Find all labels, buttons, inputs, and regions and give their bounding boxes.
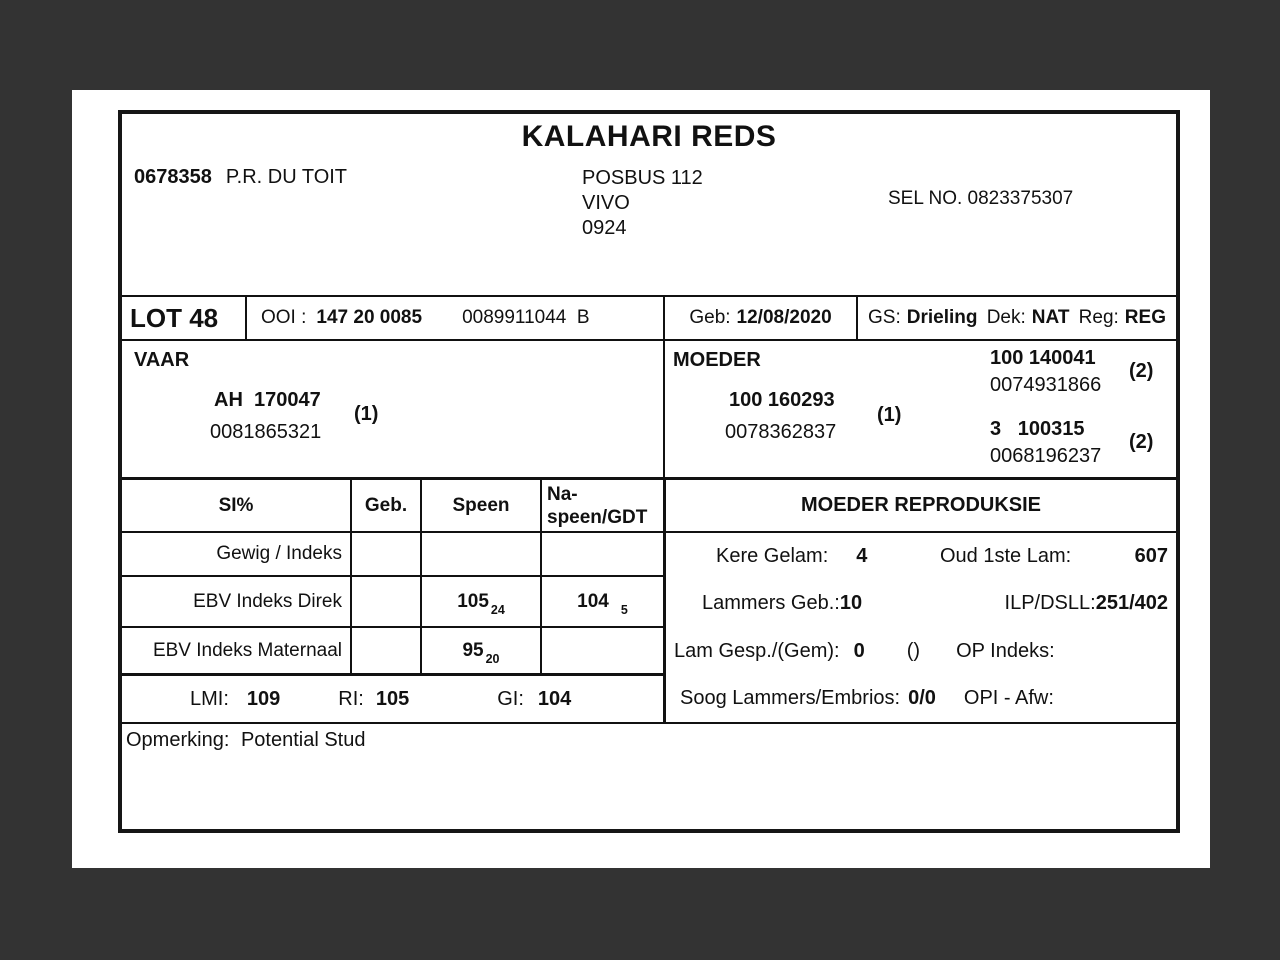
granddam-sire-registration: 0074931866 xyxy=(990,374,1102,396)
sire-cell xyxy=(122,341,663,477)
gs-group xyxy=(868,307,977,329)
direk-speen-accuracy: 24 xyxy=(490,602,505,617)
row-label: Gewig / Indeks xyxy=(216,543,342,564)
gi-value: 104 xyxy=(537,687,572,710)
gewig-naspeen-value xyxy=(540,533,663,575)
dam-cell xyxy=(663,341,1176,477)
gs-value: Drieling xyxy=(906,307,978,328)
lot-info-row xyxy=(122,295,1176,341)
op-indeks-label: OP Indeks: xyxy=(956,639,1055,662)
performance-section xyxy=(122,477,1176,722)
address-line-2: VIVO xyxy=(582,192,630,214)
repro-row-2 xyxy=(666,580,1176,627)
gi-label: GI: xyxy=(497,687,524,710)
row-label: EBV Indeks Maternaal xyxy=(152,639,342,661)
geb-label: Geb: xyxy=(689,307,731,328)
kere-gelam-value: 4 xyxy=(856,545,868,568)
dek-value: NAT xyxy=(1031,307,1070,328)
lammers-geb-group xyxy=(702,592,862,615)
direk-naspeen-cell xyxy=(540,577,663,626)
dek-label: Dek: xyxy=(986,307,1026,328)
ilp-dsll-group xyxy=(1005,592,1168,615)
dek-group xyxy=(987,307,1070,329)
breeder-name: P.R. DU TOIT xyxy=(225,166,348,188)
lammers-geb-value: 10 xyxy=(839,592,863,615)
reg-label: Reg: xyxy=(1078,307,1119,328)
kere-gelam-group xyxy=(716,545,867,568)
card-header xyxy=(122,114,1176,295)
maternaal-speen-value: 95 xyxy=(462,639,484,661)
birth-date: 12/08/2020 xyxy=(736,307,832,328)
speen-col-header: Speen xyxy=(420,480,540,531)
naspeen-col-header: Na-speen/GDT xyxy=(540,480,663,531)
dam-heading: MOEDER xyxy=(673,349,761,371)
remarks-label: Opmerking: xyxy=(126,729,230,751)
gs-label: GS: xyxy=(868,307,901,328)
ooi-registration: 0089911044 B xyxy=(462,307,590,328)
si-col-header: SI% xyxy=(218,494,254,516)
ooi-label: OOI : xyxy=(261,307,307,328)
lam-gesp-value: 0 xyxy=(853,639,865,662)
reg-group xyxy=(1079,307,1166,329)
lam-gesp-gem: () xyxy=(906,639,921,662)
granddam-dam-generation: (2) xyxy=(1129,431,1154,453)
ooi-id: 147 20 0085 xyxy=(316,307,423,328)
lmi-value: 109 xyxy=(246,687,281,710)
geb-col-header: Geb. xyxy=(350,480,420,531)
ilp-dsll-value: 251/402 xyxy=(1095,592,1168,615)
gewig-speen-value xyxy=(420,533,540,575)
ewe-id-cell xyxy=(245,297,663,339)
row-label: EBV Indeks Direk xyxy=(193,590,342,612)
ilp-dsll-label: ILP/DSLL: xyxy=(1004,592,1096,615)
soog-label: Soog Lammers/Embrios: xyxy=(680,686,901,709)
direk-speen-value: 105 xyxy=(457,590,489,612)
lot-number: LOT 48 xyxy=(130,302,219,333)
direk-speen-cell xyxy=(420,577,540,626)
address-line-1: POSBUS 112 xyxy=(582,167,703,189)
oud-1ste-lam-value: 607 xyxy=(1134,545,1168,568)
oud-1ste-lam-label: Oud 1ste Lam: xyxy=(940,545,1072,568)
sire-heading: VAAR xyxy=(134,349,190,371)
ri-value: 105 xyxy=(375,687,410,710)
dam-registration: 0078362837 xyxy=(725,421,837,443)
direk-naspeen-accuracy: 5 xyxy=(620,602,628,617)
repro-row-4 xyxy=(666,675,1176,722)
address-line-3: 0924 xyxy=(582,217,627,239)
remarks-value: Potential Stud xyxy=(240,729,366,751)
si-header-row xyxy=(122,480,663,533)
opi-afw-label: OPI - Afw: xyxy=(963,686,1054,709)
lam-gesp-label: Lam Gesp./(Gem): xyxy=(674,639,840,662)
kere-gelam-label: Kere Gelam: xyxy=(716,545,829,568)
soog-value: 0/0 xyxy=(908,686,936,709)
si-index-table xyxy=(122,480,663,676)
sire-registration: 0081865321 xyxy=(210,421,322,443)
index-summary-row xyxy=(122,676,663,722)
breeder-number: 0678358 xyxy=(134,166,212,188)
lammers-geb-label: Lammers Geb.: xyxy=(702,592,840,615)
gewig-geb-value xyxy=(350,533,420,575)
dam-reproduction-panel xyxy=(663,480,1176,722)
direk-naspeen-value: 104 xyxy=(577,590,609,612)
repro-row-3 xyxy=(666,628,1176,675)
maternaal-geb-value xyxy=(350,628,420,673)
address-block xyxy=(582,166,703,241)
granddam-sire-id: 100 140041 xyxy=(990,347,1096,369)
birthdate-cell xyxy=(663,297,856,339)
ri-label: RI: xyxy=(338,687,364,710)
direk-geb-value xyxy=(350,577,420,626)
sire-generation: (1) xyxy=(354,403,379,425)
birth-status-cell xyxy=(856,297,1176,339)
repro-row-1 xyxy=(666,533,1176,580)
dam-id: 100 160293 xyxy=(729,389,835,411)
breed-title: KALAHARI REDS xyxy=(521,120,777,153)
lot-card xyxy=(118,110,1180,833)
catalog-page xyxy=(72,90,1210,868)
granddam-dam-registration: 0068196237 xyxy=(990,445,1102,467)
lmi-label: LMI: xyxy=(190,687,229,710)
granddam-sire-generation: (2) xyxy=(1129,360,1154,382)
sire-id: AH 170047 xyxy=(214,389,321,411)
maternaal-naspeen-value xyxy=(540,628,663,673)
table-row-gewig-indeks xyxy=(122,533,663,577)
remarks-section xyxy=(122,722,1176,829)
si-index-panel xyxy=(122,480,663,722)
reproduction-heading: MOEDER REPRODUKSIE xyxy=(666,480,1176,533)
table-row-ebv-direk xyxy=(122,577,663,628)
breeder-line xyxy=(134,166,347,189)
dam-generation: (1) xyxy=(877,404,902,426)
cell-phone-number: SEL NO. 0823375307 xyxy=(888,188,1074,209)
table-row-ebv-maternaal xyxy=(122,628,663,673)
reg-value: REG xyxy=(1124,307,1166,328)
granddam-dam-id: 3 100315 xyxy=(990,418,1085,440)
maternaal-speen-accuracy: 20 xyxy=(485,651,500,666)
oud-1ste-lam-group xyxy=(940,545,1168,568)
maternaal-speen-cell xyxy=(420,628,540,673)
pedigree-section xyxy=(122,341,1176,477)
